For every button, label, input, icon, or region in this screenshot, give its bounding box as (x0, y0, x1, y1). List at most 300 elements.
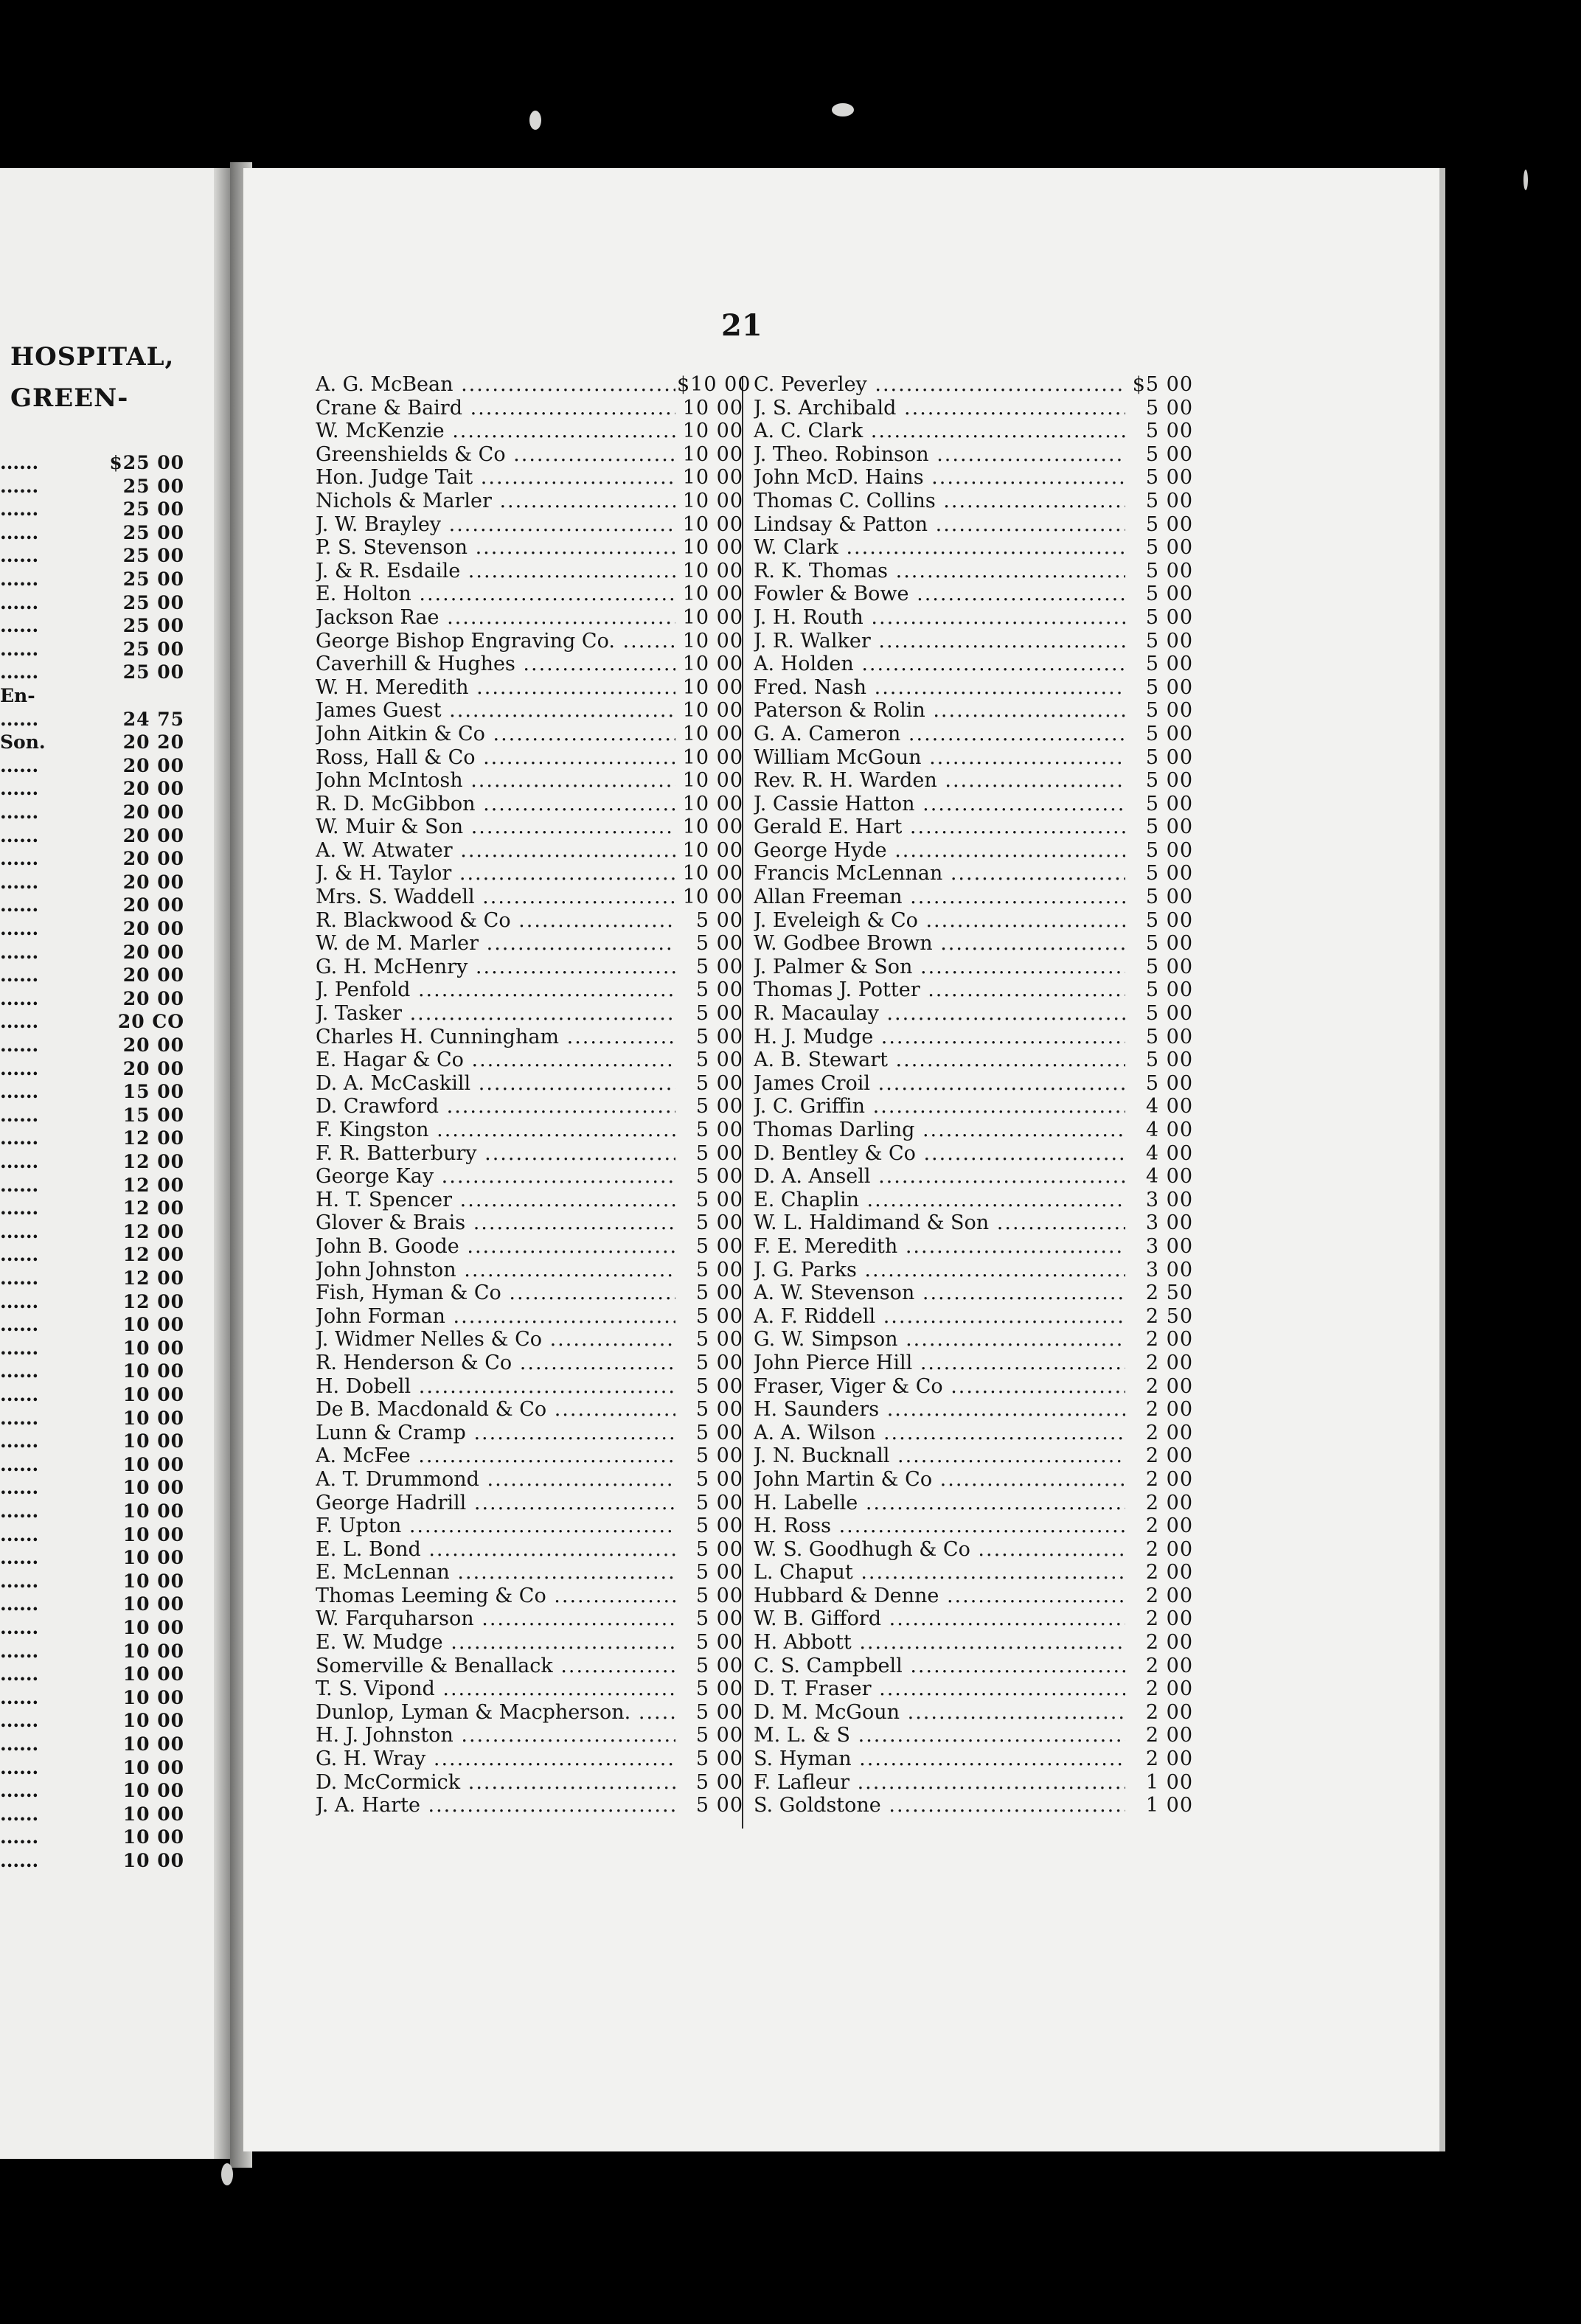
left-row (0, 684, 184, 707)
subscriber-entry (316, 1655, 743, 1678)
subscriber-entry (754, 1211, 1193, 1235)
left-row-amount: 25 00 (122, 615, 184, 637)
subscriber-name: D. McCormick ..... (316, 1771, 675, 1795)
subscriber-name: Hubbard & Denne ..... (754, 1584, 1125, 1608)
subscriber-entry (754, 420, 1193, 443)
left-row-amount: 10 00 (122, 1407, 184, 1429)
subscription-amount: 5 00 (695, 1234, 743, 1258)
left-row (0, 1733, 184, 1756)
left-row (0, 917, 184, 940)
left-row-amount: 10 00 (122, 1686, 184, 1708)
left-row (0, 941, 184, 964)
subscriber-entry (754, 723, 1193, 746)
left-row (0, 754, 184, 777)
left-row (0, 987, 184, 1010)
subscription-amount: 5 00 (695, 1258, 743, 1281)
subscriber-name: Rev. R. H. Warden ..... (754, 769, 1125, 793)
left-row-label: ...... (0, 1197, 39, 1220)
subscriber-entry (316, 1165, 743, 1189)
subscriber-name: Thomas Darling ..... (754, 1118, 1125, 1142)
subscription-amount: 10 00 (682, 815, 743, 839)
subscriber-entry (754, 630, 1193, 653)
subscription-amount: 2 00 (1145, 1700, 1193, 1724)
subscription-amount: 5 00 (695, 1514, 743, 1538)
subscription-amount: 2 00 (1145, 1537, 1193, 1561)
left-heading-line-1: HOSPITAL, (10, 342, 175, 372)
subscriber-entry (754, 1655, 1193, 1678)
subscriber-entry (316, 862, 743, 886)
subscriber-name: R. K. Thomas ..... (754, 560, 1125, 583)
left-row-label: ...... (0, 1314, 39, 1336)
subscriber-entry (754, 1747, 1193, 1771)
left-row-amount: 10 00 (122, 1430, 184, 1452)
left-row-amount: 25 00 (122, 498, 184, 521)
subscriber-name: J. Widmer Nelles & Co ..... (316, 1328, 675, 1351)
left-row-amount: 25 00 (122, 591, 184, 613)
subscriber-entry (316, 1002, 743, 1026)
left-row (0, 1243, 184, 1266)
subscriber-entry (316, 886, 743, 909)
subscriber-entry (754, 746, 1193, 770)
subscriber-entry (754, 1771, 1193, 1795)
subscriber-entry (316, 1375, 743, 1399)
left-row-amount: 20 00 (122, 1057, 184, 1079)
left-row-amount: 10 00 (122, 1547, 184, 1569)
left-row-label: ...... (0, 848, 39, 870)
left-row-amount: 10 00 (122, 1780, 184, 1802)
subscriber-name: G. H. McHenry ..... (316, 956, 675, 979)
subscriber-entry (316, 769, 743, 793)
left-row-label: ...... (0, 1500, 39, 1522)
subscriber-name: Charles H. Cunningham ..... (316, 1026, 675, 1049)
left-row-label: ...... (0, 661, 39, 683)
left-row (0, 1383, 184, 1406)
left-row-amount: 20 00 (122, 964, 184, 987)
subscriber-name: F. Upton ..... (316, 1514, 675, 1538)
subscription-amount: 5 00 (695, 1211, 743, 1235)
subscriber-name: F. R. Batterbury ..... (316, 1142, 675, 1166)
subscriber-entry (754, 1701, 1193, 1725)
subscriber-entry (316, 1724, 743, 1747)
subscriber-entry (316, 793, 743, 816)
left-row (0, 1570, 184, 1593)
subscriber-name: H. Labelle ..... (754, 1492, 1125, 1515)
subscription-amount: 10 00 (682, 769, 743, 793)
subscriber-entry (316, 653, 743, 676)
left-row-amount: 20 00 (122, 824, 184, 846)
left-row-amount: 12 00 (122, 1267, 184, 1289)
subscriber-entry (316, 536, 743, 560)
left-row-label: ...... (0, 918, 39, 939)
subscription-amount: 4 00 (1145, 1165, 1193, 1189)
left-row-label: ...... (0, 1290, 39, 1312)
left-row-amount: 10 00 (122, 1756, 184, 1778)
left-row-label: ...... (0, 964, 39, 987)
subscriber-entry (754, 513, 1193, 537)
subscriber-entry (754, 978, 1193, 1002)
subscriber-name: De B. Macdonald & Co ..... (316, 1398, 675, 1422)
subscription-amount: 3 00 (1145, 1258, 1193, 1281)
subscription-amount: 5 00 (695, 1421, 743, 1444)
subscriber-entry (316, 1328, 743, 1351)
left-row-amount: 12 00 (122, 1174, 184, 1196)
left-row (0, 1220, 184, 1243)
subscriber-name: Gerald E. Hart ..... (754, 815, 1125, 839)
subscriber-name: J. Palmer & Son ..... (754, 956, 1125, 979)
subscriber-name: W. McKenzie ..... (316, 420, 675, 443)
subscription-amount: 5 00 (1145, 653, 1193, 676)
page (243, 168, 1439, 2151)
subscriber-entry (754, 909, 1193, 933)
subscriber-name: E. Holton ..... (316, 582, 675, 606)
subscriber-name: H. T. Spencer ..... (316, 1189, 675, 1212)
subscriber-entry (754, 466, 1193, 490)
subscriber-name: George Hadrill ..... (316, 1492, 675, 1515)
subscriber-name: M. L. & S ..... (754, 1724, 1125, 1747)
subscriber-entry (316, 1584, 743, 1608)
left-row (0, 1803, 184, 1826)
subscriber-name: A. T. Drummond ..... (316, 1468, 675, 1492)
left-row-label: ...... (0, 871, 39, 893)
left-row-amount: 20 CO (117, 1011, 184, 1033)
left-row-amount: 10 00 (122, 1360, 184, 1382)
subscriber-entry (316, 582, 743, 606)
left-row-label: ...... (0, 708, 39, 730)
left-row (0, 1034, 184, 1057)
left-row-label: ...... (0, 1453, 39, 1475)
subscriber-name: H. Saunders ..... (754, 1398, 1125, 1422)
subscriber-name: John McD. Hains ..... (754, 466, 1125, 490)
subscriber-name: Thomas Leeming & Co ..... (316, 1584, 675, 1608)
subscriber-name: Hon. Judge Tait ..... (316, 466, 675, 490)
page-fold-shadow (214, 168, 230, 2159)
subscriber-entry (754, 1375, 1193, 1399)
left-row-label: ...... (0, 778, 39, 800)
subscriber-name: R. D. McGibbon ..... (316, 793, 675, 816)
subscription-amount: 3 00 (1145, 1188, 1193, 1211)
left-row-amount: 20 00 (122, 918, 184, 939)
left-row-amount: $25 00 (109, 452, 184, 473)
subscriber-entry (754, 1189, 1193, 1212)
left-row-amount: 20 00 (122, 754, 184, 776)
subscriber-entry (316, 1538, 743, 1562)
subscriber-entry (316, 839, 743, 863)
subscriber-entry (316, 1398, 743, 1422)
subscription-amount: 5 00 (1145, 769, 1193, 793)
subscriber-entry (754, 1072, 1193, 1096)
subscription-amount: $10 00 (677, 373, 751, 396)
left-row-amount: 20 00 (122, 848, 184, 870)
left-row-amount: 12 00 (122, 1244, 184, 1266)
subscriber-name: F. E. Meredith ..... (754, 1235, 1125, 1259)
subscriber-name: G. A. Cameron ..... (754, 723, 1125, 746)
subscriber-name: John Johnston ..... (316, 1259, 675, 1282)
left-row-amount: 24 75 (122, 708, 184, 730)
subscription-amount: 2 00 (1145, 1561, 1193, 1584)
left-row (0, 1453, 184, 1476)
left-row (0, 1150, 184, 1173)
left-row (0, 1663, 184, 1685)
subscriber-entry (754, 676, 1193, 700)
subscriber-entry (754, 1607, 1193, 1631)
subscription-amount: 5 00 (695, 1794, 743, 1817)
left-row-label: ...... (0, 615, 39, 637)
subscriber-entry (754, 1026, 1193, 1049)
left-row-label: ...... (0, 1710, 39, 1732)
subscription-amount: 5 00 (695, 1398, 743, 1422)
subscriber-entry (754, 1095, 1193, 1118)
subscription-amount: 5 00 (695, 1677, 743, 1701)
subscriber-entry (754, 1305, 1193, 1329)
subscription-amount: 5 00 (1145, 722, 1193, 745)
left-row-amount: 10 00 (122, 1826, 184, 1848)
subscriber-entry (316, 1677, 743, 1701)
subscriber-entry (754, 1165, 1193, 1189)
subscriber-name: H. J. Mudge ..... (754, 1026, 1125, 1049)
subscription-amount: 5 00 (695, 908, 743, 932)
subscriber-name: A. Holden ..... (754, 653, 1125, 676)
subscriber-name: A. F. Riddell ..... (754, 1305, 1125, 1329)
subscriber-name: Jackson Rae ..... (316, 606, 675, 630)
page-number: 21 (721, 308, 762, 343)
subscription-amount: 5 00 (1145, 1048, 1193, 1072)
left-row (0, 1779, 184, 1802)
subscription-amount: 5 00 (695, 1654, 743, 1677)
subscriber-name: F. Lafleur ..... (754, 1771, 1125, 1795)
left-row (0, 964, 184, 987)
left-row (0, 1197, 184, 1220)
left-row (0, 1360, 184, 1382)
left-row-amount: 12 00 (122, 1151, 184, 1172)
subscriber-name: A. C. Clark ..... (754, 420, 1125, 443)
subscriber-name: R. Blackwood & Co ..... (316, 909, 675, 933)
subscription-amount: 5 00 (695, 1607, 743, 1631)
subscriber-entry (754, 373, 1193, 397)
subscription-amount: 2 00 (1145, 1677, 1193, 1701)
left-row-label: ...... (0, 1686, 39, 1708)
subscription-amount: 5 00 (1145, 862, 1193, 886)
subscription-amount: 5 00 (1145, 1025, 1193, 1048)
left-row (0, 1407, 184, 1430)
left-row-amount: 20 00 (122, 941, 184, 963)
subscriber-name: J. Eveleigh & Co ..... (754, 909, 1125, 933)
subscription-amount: 5 00 (695, 1328, 743, 1351)
left-row-label: ...... (0, 1127, 39, 1149)
subscription-amount: 5 00 (1145, 442, 1193, 466)
subscriber-name: H. J. Johnston ..... (316, 1724, 675, 1747)
subscription-amount: 10 00 (682, 792, 743, 815)
subscriber-entry (316, 699, 743, 723)
subscriber-name: John Pierce Hill ..... (754, 1351, 1125, 1375)
left-row (0, 498, 184, 521)
subscriber-column-2 (754, 373, 1193, 1817)
left-row-amount: 10 00 (122, 1500, 184, 1522)
left-row-label: ...... (0, 1593, 39, 1615)
subscriber-entry (754, 956, 1193, 979)
subscription-amount: 5 00 (1145, 1002, 1193, 1026)
left-row-label: ...... (0, 1523, 39, 1545)
subscription-amount: 10 00 (682, 699, 743, 723)
subscriber-entry (754, 1468, 1193, 1492)
subscription-amount: 5 00 (1145, 955, 1193, 978)
subscription-amount: 5 00 (695, 1351, 743, 1374)
subscription-amount: 10 00 (682, 745, 743, 769)
left-row-amount: 20 20 (122, 731, 184, 754)
subscription-amount: 10 00 (682, 653, 743, 676)
subscriber-name: Lindsay & Patton ..... (754, 513, 1125, 537)
subscriber-name: John Aitkin & Co ..... (316, 723, 675, 746)
subscription-amount: 10 00 (682, 862, 743, 886)
subscription-amount: 5 00 (1145, 792, 1193, 815)
subscription-amount: 5 00 (1145, 559, 1193, 582)
left-row-label: ...... (0, 521, 39, 543)
subscription-amount: 5 00 (1145, 978, 1193, 1002)
subscriber-entry (316, 630, 743, 653)
left-row-amount: 25 00 (122, 661, 184, 683)
left-row (0, 591, 184, 614)
subscriber-name: Somerville & Benallack ..... (316, 1655, 675, 1678)
left-row-label: ...... (0, 638, 39, 660)
previous-page-fragment (0, 168, 230, 2159)
subscriber-entry (316, 746, 743, 770)
subscriber-name: D. T. Fraser ..... (754, 1677, 1125, 1701)
left-row-label: ...... (0, 1034, 39, 1056)
subscription-amount: 5 00 (695, 1561, 743, 1584)
subscription-amount: 2 00 (1145, 1654, 1193, 1677)
subscriber-entry (754, 1677, 1193, 1701)
left-row-label: Son. (0, 731, 46, 754)
subscription-amount: 5 00 (1145, 886, 1193, 909)
left-row (0, 661, 184, 683)
left-row-label: ...... (0, 1337, 39, 1359)
subscriber-name: Fish, Hyman & Co ..... (316, 1281, 675, 1305)
left-row-amount: 10 00 (122, 1384, 184, 1405)
subscriber-entry (316, 1422, 743, 1445)
subscription-amount: 2 00 (1145, 1607, 1193, 1631)
subscriber-name: D. Bentley & Co ..... (754, 1142, 1125, 1166)
left-row (0, 1127, 184, 1149)
scan-artifact (529, 111, 541, 130)
left-row-amount: 25 00 (122, 521, 184, 543)
subscription-amount: 5 00 (1145, 489, 1193, 512)
subscriber-entry (754, 1561, 1193, 1584)
subscriber-name: Lunn & Cramp ..... (316, 1422, 675, 1445)
left-row (0, 1290, 184, 1313)
subscriber-entry (754, 606, 1193, 630)
left-row (0, 1686, 184, 1709)
left-row (0, 1104, 184, 1127)
subscriber-name: F. Kingston ..... (316, 1118, 675, 1142)
left-row (0, 777, 184, 800)
subscriber-entry (754, 582, 1193, 606)
left-row-amount: 25 00 (122, 638, 184, 660)
subscription-amount: 4 00 (1145, 1118, 1193, 1141)
left-row-label: ...... (0, 1430, 39, 1452)
left-row-amount: 10 00 (122, 1523, 184, 1545)
subscriber-name: D. A. Ansell ..... (754, 1165, 1125, 1189)
left-row-label: ...... (0, 824, 39, 846)
subscriber-entry (316, 676, 743, 700)
subscription-amount: 10 00 (682, 675, 743, 699)
subscriber-entry (754, 536, 1193, 560)
left-row (0, 638, 184, 661)
subscriber-name: W. S. Goodhugh & Co ..... (754, 1538, 1125, 1562)
left-row (0, 1826, 184, 1848)
subscriber-name: R. Henderson & Co ..... (316, 1351, 675, 1375)
left-row (0, 1057, 184, 1080)
subscriber-entry (316, 723, 743, 746)
subscriber-entry (316, 1026, 743, 1049)
subscription-amount: 5 00 (1145, 582, 1193, 606)
subscriber-entry (316, 1444, 743, 1468)
subscription-amount: 5 00 (1145, 908, 1193, 932)
subscription-amount: 5 00 (695, 1631, 743, 1655)
subscriber-entry (316, 1794, 743, 1817)
subscription-amount: 5 00 (1145, 420, 1193, 443)
subscriber-name: Caverhill & Hughes ..... (316, 653, 675, 676)
subscription-amount: 1 00 (1145, 1794, 1193, 1817)
subscriber-entry (316, 490, 743, 513)
subscriber-entry (754, 793, 1193, 816)
left-row-label: ...... (0, 1780, 39, 1802)
subscription-amount: 5 00 (695, 1304, 743, 1328)
left-row-amount: 20 00 (122, 894, 184, 916)
subscription-amount: 5 00 (1145, 1071, 1193, 1095)
left-row-label: ...... (0, 1547, 39, 1569)
subscription-amount: 10 00 (682, 489, 743, 512)
subscription-amount: 2 00 (1145, 1514, 1193, 1538)
subscription-amount: 10 00 (682, 559, 743, 582)
subscriber-entry (754, 699, 1193, 723)
subscriber-name: Fowler & Bowe ..... (754, 582, 1125, 606)
subscription-amount: 5 00 (1145, 605, 1193, 629)
subscription-amount: 10 00 (682, 582, 743, 606)
subscription-amount: 5 00 (695, 1281, 743, 1305)
subscriber-entry (316, 373, 751, 397)
left-row (0, 568, 184, 591)
left-row (0, 1593, 184, 1615)
left-row-amount: 10 00 (122, 1640, 184, 1662)
subscription-amount: 10 00 (682, 420, 743, 443)
subscriber-entry (754, 397, 1193, 420)
left-row (0, 894, 184, 916)
left-heading-line-2: GREEN- (10, 383, 129, 413)
subscription-amount: 5 00 (695, 1188, 743, 1211)
subscriber-name: W. L. Haldimand & Son ..... (754, 1211, 1125, 1235)
subscriber-entry (316, 420, 743, 443)
subscription-amount: 2 50 (1145, 1304, 1193, 1328)
subscription-amount: 10 00 (682, 605, 743, 629)
scan-artifact (832, 103, 854, 116)
subscriber-entry (316, 1259, 743, 1282)
left-row (0, 1709, 184, 1732)
subscription-amount: 10 00 (682, 442, 743, 466)
subscriber-entry (316, 978, 743, 1002)
subscriber-name: Crane & Baird ..... (316, 397, 675, 420)
left-row (0, 1174, 184, 1197)
subscriber-entry (754, 815, 1193, 839)
subscriber-entry (316, 1281, 743, 1305)
left-row-amount: 20 00 (122, 987, 184, 1009)
subscriber-name: D. A. McCaskill ..... (316, 1072, 675, 1096)
subscription-amount: 4 00 (1145, 1095, 1193, 1118)
left-row (0, 1849, 184, 1872)
subscriber-entry (316, 1631, 743, 1655)
left-row-amount: 15 00 (122, 1081, 184, 1103)
subscription-amount: 2 00 (1145, 1467, 1193, 1491)
subscriber-name: James Guest ..... (316, 699, 675, 723)
subscriber-name: A. W. Atwater ..... (316, 839, 675, 863)
